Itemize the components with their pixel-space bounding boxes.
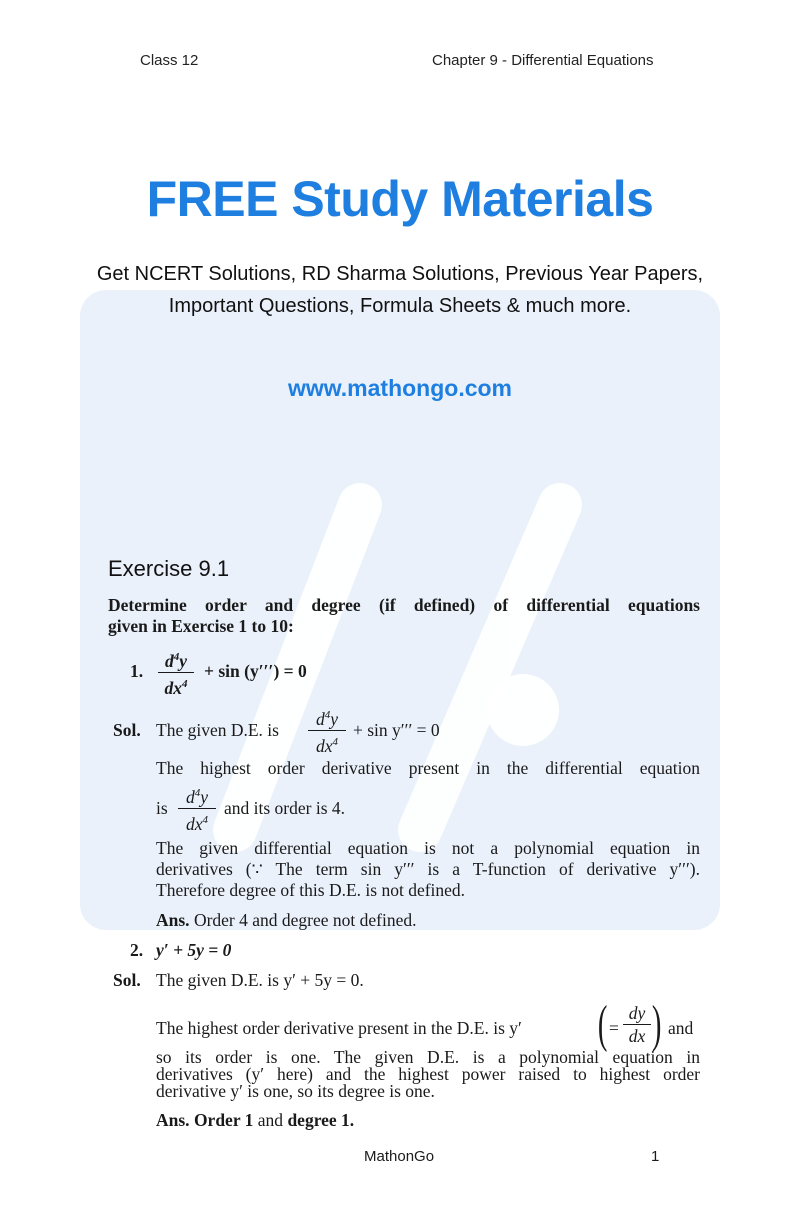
solution-2-answer — [156, 1110, 354, 1131]
solution-1-line1-equation: + sin y′′′ = 0 — [353, 720, 440, 740]
solution-2-line2-text: The highest order derivative present in the D.E. is y′ — [156, 1018, 522, 1038]
footer-brand: MathonGo — [364, 1148, 435, 1165]
solution-1-line1-text: The given D.E. is — [156, 720, 279, 740]
solution-2-label: Sol. — [113, 970, 141, 990]
solution-2-line2-and: and — [668, 1018, 694, 1038]
solution-2-line5: derivative y′ is one, so its degree is one. — [156, 1081, 435, 1101]
header-chapter-label: Chapter 9 - Differential Equations — [432, 52, 654, 69]
solution-2-line4: derivatives (y′ here) and the highest power raised to highest order — [156, 1064, 700, 1084]
solution-1-fraction: $d^4y$ $dx^4$ — [308, 705, 346, 756]
solution-1-line3-order: and its order is 4. — [224, 798, 346, 818]
solution-1-line3-is: is — [156, 798, 168, 818]
answer-label: Ans. — [156, 1110, 190, 1130]
left-parenthesis: ( — [597, 996, 608, 1053]
solution-1-label: Sol. — [113, 720, 141, 740]
answer-order: Order 1 — [193, 1110, 254, 1130]
exercise-heading: Exercise 9.1 — [108, 556, 230, 581]
question-2-text: y′ + 5y = 0 — [156, 940, 232, 960]
answer-degree: degree 1. — [287, 1110, 355, 1130]
solution-2-line3: so its order is one. The given D.E. is a polynomial equation in — [156, 1047, 700, 1067]
solution-1-answer — [156, 910, 416, 931]
question-1-number: 1. — [130, 661, 144, 681]
banner-subtitle-line2: Important Questions, Formula Sheets & much more. — [168, 295, 632, 317]
exercise-intro-line1: Determine order and degree (if defined) of differential equations — [108, 595, 700, 615]
answer-and: and — [257, 1110, 284, 1130]
banner-title: FREE Study Materials — [146, 171, 654, 227]
header-class-label: Class 12 — [140, 52, 199, 69]
solution-1-order-fraction: $d^4y$ $dx^4$ — [178, 783, 216, 834]
banner-subtitle-line1: Get NCERT Solutions, RD Sharma Solutions, Previous Year Papers, — [96, 263, 704, 285]
page-number: 1 — [651, 1148, 660, 1165]
solution-1-line2: The highest order derivative present in the differential equation — [156, 758, 700, 778]
solution-2-fraction: dy dx — [623, 1003, 651, 1046]
solution-1-line4: The given differential equation is not a polynomial equation in — [156, 838, 700, 858]
answer-label: Ans. — [156, 910, 190, 930]
answer-text: Order 4 and degree not defined. — [193, 910, 417, 930]
question-1-text: + sin (y′′′) = 0 — [204, 661, 307, 681]
exercise-intro-line2: given in Exercise 1 to 10: — [108, 616, 294, 636]
solution-2-line1: The given D.E. is y′ + 5y = 0. — [156, 970, 364, 990]
solution-1-line6: Therefore degree of this D.E. is not defined. — [156, 880, 466, 900]
solution-2-equals: = — [609, 1018, 619, 1038]
banner-url-link[interactable]: www.mathongo.com — [287, 375, 513, 401]
question-2-number: 2. — [130, 940, 144, 960]
question-1-fraction: $d^4y$ $dx^4$ — [158, 647, 194, 698]
right-parenthesis: ) — [651, 996, 662, 1053]
solution-1-line5: derivatives (∵ The term sin y′′′ is a T-function of derivative y′′′). — [156, 859, 700, 879]
